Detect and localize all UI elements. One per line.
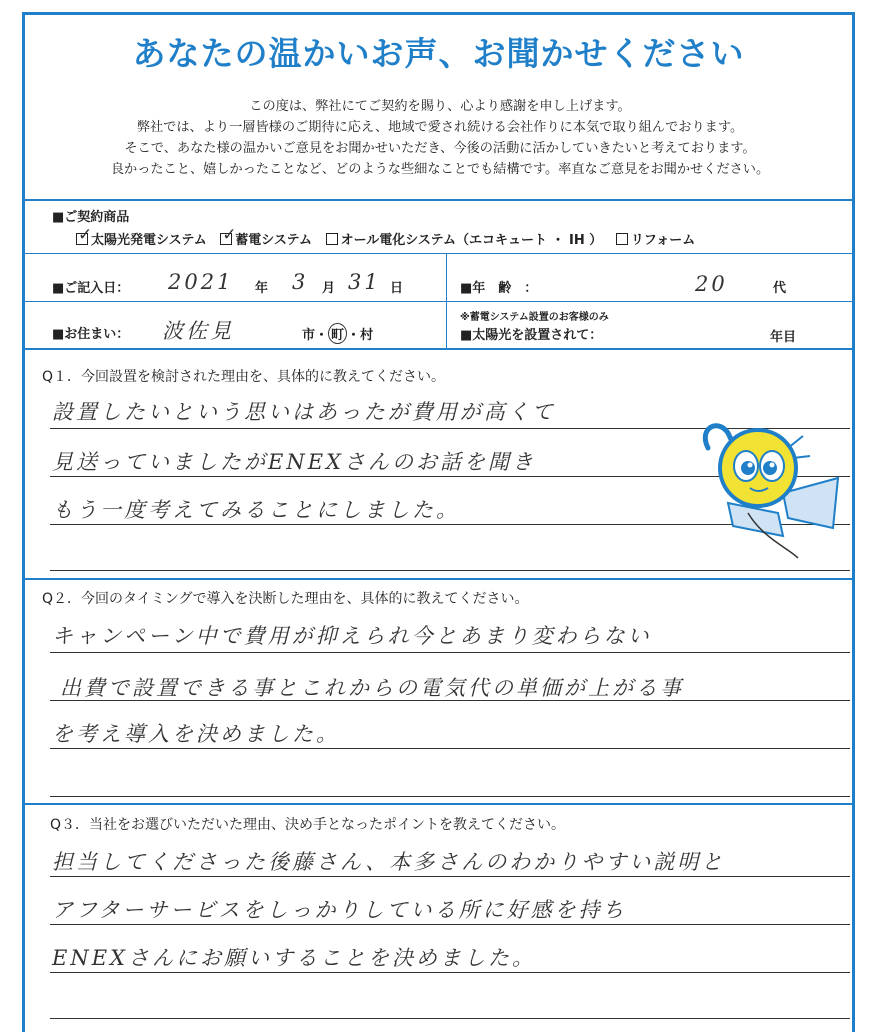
answer-rule xyxy=(50,652,850,653)
mascot-illustration xyxy=(688,418,848,560)
answer-3-line[interactable]: アフターサービスをしっかりしている所に好感を持ち xyxy=(52,898,627,922)
answer-1-line[interactable]: もう一度考えてみることにしました。 xyxy=(52,498,460,522)
solar-note: ※蓄電システム設置のお客様のみ xyxy=(460,312,609,323)
intro-line: 弊社では、より一層皆様のご期待に応え、地域で愛され続ける会社作りに本気で取り組んでおります。 xyxy=(136,120,744,135)
product-heading: ■ご契約商品 xyxy=(52,210,130,225)
checkbox-solar[interactable] xyxy=(76,225,93,245)
solar-unit: 年目 xyxy=(770,330,797,345)
date-month[interactable]: 3 xyxy=(292,270,309,294)
date-year[interactable]: 2021 xyxy=(168,270,234,294)
city-option: 市 xyxy=(302,328,316,343)
age-unit: 代 xyxy=(773,281,787,296)
option-label: 太陽光発電システム xyxy=(91,233,207,248)
product-options xyxy=(76,225,696,248)
answer-2-line[interactable]: キャンペーン中で費用が抑えられ今とあまり変わらない xyxy=(52,624,652,648)
intro-line: 良かったこと、嬉しかったことなど、どのような些細なことでも結構です。率直なご意見をお聞かせください。 xyxy=(110,162,770,177)
answer-rule xyxy=(50,570,850,571)
question-3-label: Q３．当社をお選びいただいた理由、決め手となったポイントを教えてください。 xyxy=(50,817,566,833)
answer-1-line[interactable]: 設置したいという思いはあったが費用が高くて xyxy=(52,400,556,424)
answer-3-line[interactable]: 担当してくださった後藤さん、本多さんのわかりやすい説明と xyxy=(52,850,726,874)
question-1-label: Q１．今回設置を検討された理由を、具体的に教えてください。 xyxy=(42,369,446,385)
answer-rule xyxy=(50,796,850,797)
intro-line: そこで、あなた様の温かいご意見をお聞かせいただき、今後の活動に活かしていきたいと考えております。 xyxy=(124,141,756,156)
answer-rule xyxy=(50,1018,850,1019)
check-mark-icon: ✓ xyxy=(222,225,237,245)
option-label: オール電化システム（エコキュート ・ IH ） xyxy=(340,233,603,248)
intro-line: この度は、弊社にてご契約を賜り、心より感謝を申し上げます。 xyxy=(249,99,631,114)
divider xyxy=(25,803,852,805)
option-label: リフォーム xyxy=(630,233,696,248)
age-value[interactable]: 20 xyxy=(695,272,728,296)
answer-rule xyxy=(50,876,850,877)
answer-rule xyxy=(50,748,850,749)
checkbox-all-electric[interactable] xyxy=(326,233,338,245)
answer-rule xyxy=(50,700,850,701)
page-title: あなたの温かいお声、お聞かせください xyxy=(132,34,745,73)
date-day[interactable]: 31 xyxy=(348,270,381,294)
answer-rule xyxy=(50,972,850,973)
date-label: ■ご記入日： xyxy=(52,281,130,296)
answer-rule xyxy=(50,924,850,925)
answer-1-line[interactable]: 見送っていましたがENEXさんのお話を聞き xyxy=(52,450,536,474)
answer-2-line[interactable]: を考え導入を決めました。 xyxy=(52,722,340,746)
separator: ・ xyxy=(347,328,361,343)
address-types xyxy=(302,323,373,344)
option-label: 蓄電システム xyxy=(235,233,312,248)
divider xyxy=(25,578,852,580)
check-mark-icon: ✓ xyxy=(78,225,93,245)
address-label: ■お住まい： xyxy=(52,327,130,342)
intro-text xyxy=(60,96,820,180)
answer-3-line[interactable]: ENEXさんにお願いすることを決めました。 xyxy=(52,946,536,970)
town-option-circled: 町 xyxy=(328,323,347,344)
solar-label: ■太陽光を設置されて： xyxy=(460,328,603,343)
age-label: ■年 齢 ： xyxy=(460,281,538,296)
checkbox-storage[interactable] xyxy=(220,225,237,245)
divider xyxy=(25,301,852,302)
day-unit: 日 xyxy=(390,281,404,296)
divider xyxy=(25,199,852,201)
address-value[interactable]: 波佐見 xyxy=(162,319,234,343)
year-unit: 年 xyxy=(255,281,269,296)
question-2-label: Q２．今回のタイミングで導入を決断した理由を、具体的に教えてください。 xyxy=(42,591,529,607)
month-unit: 月 xyxy=(322,281,336,296)
divider xyxy=(25,348,852,350)
checkbox-reform[interactable] xyxy=(616,233,628,245)
village-option: 村 xyxy=(360,328,374,343)
divider xyxy=(25,253,852,254)
answer-2-line[interactable]: 出費で設置できる事とこれからの電気代の単価が上がる事 xyxy=(60,676,684,700)
separator: ・ xyxy=(315,328,329,343)
